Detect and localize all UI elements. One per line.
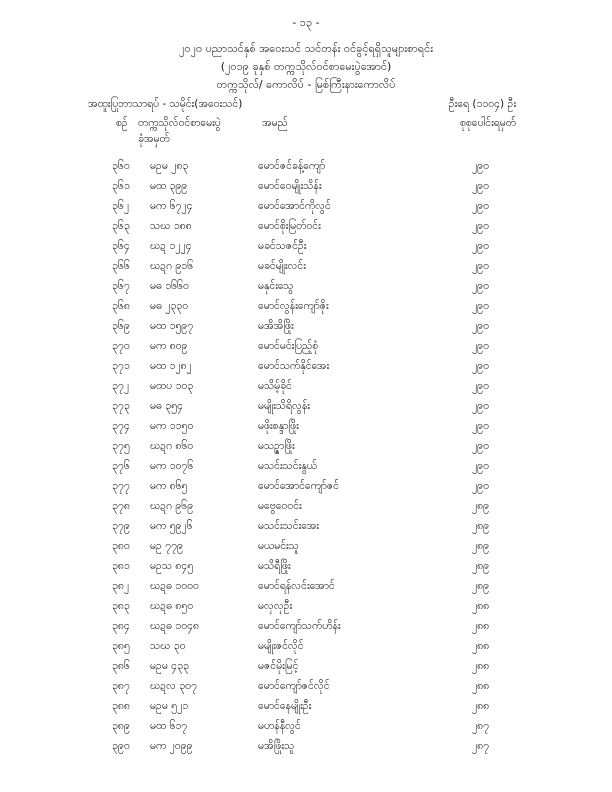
roll-number: ဃဍလ ၃၀၇ bbox=[150, 680, 197, 692]
student-name: မောင်စိုးမြတ်ဝင်း bbox=[258, 220, 321, 232]
table-row bbox=[0, 298, 612, 318]
table-row bbox=[0, 318, 612, 338]
student-name: မဟန်နီလွင် bbox=[258, 720, 301, 732]
student-name: မောင်အောင်ကျော်ဇင် bbox=[258, 480, 339, 492]
document-title: ၂၀၂၀ ပညာသင်နှစ် အဝေးသင် သင်တန်း ဝင်ခွင့်ရရှိသူများစာရင်း bbox=[178, 42, 433, 55]
roll-number: မဥမ ၂၈၃ bbox=[150, 160, 189, 172]
table-row bbox=[0, 218, 612, 238]
row-number: ၃၇၅ bbox=[112, 440, 130, 452]
table-row bbox=[0, 238, 612, 258]
page-number: - ၁၃ - bbox=[292, 16, 320, 29]
total-score: ၂၉၀ bbox=[472, 160, 489, 172]
row-number: ၃၇၄ bbox=[112, 420, 130, 432]
header-number: စဉ် bbox=[116, 117, 128, 129]
roll-number: မထ ၁၅၉၇ bbox=[150, 320, 194, 332]
total-score: ၂၈၈ bbox=[472, 620, 490, 632]
row-number: ၃၇၁ bbox=[112, 360, 130, 372]
student-name: မယမင်းသူ bbox=[258, 540, 299, 552]
total-score: ၂၉၀ bbox=[472, 440, 489, 452]
document-subtitle: (၂၀၁၉ ခုနှစ် တက္ကသိုလ်ဝင်စာမေးပွဲအောင်) bbox=[220, 60, 392, 73]
row-number: ၃၇၂ bbox=[112, 380, 129, 392]
row-number: ၃၉၀ bbox=[112, 740, 130, 752]
row-number: ၃၆၀ bbox=[112, 160, 130, 172]
table-row bbox=[0, 438, 612, 458]
roll-number: မက ၂၀၉၉ bbox=[150, 740, 193, 752]
table-row bbox=[0, 658, 612, 678]
roll-number: မထ ၃၉၉ bbox=[150, 180, 188, 192]
total-score: ၂၉၀ bbox=[472, 240, 489, 252]
total-score: ၂၈၇ bbox=[472, 720, 490, 732]
row-number: ၃၈၁ bbox=[112, 560, 130, 572]
row-number: ၃၈၂ bbox=[112, 580, 130, 592]
roll-number: မဥမ ၄၃၃ bbox=[150, 660, 189, 672]
student-name: မောင်ရန်လင်းအောင် bbox=[258, 580, 335, 592]
student-name: မောင်အောင်ကိုလွင် bbox=[258, 200, 331, 212]
row-number: ၃၈၈ bbox=[112, 700, 130, 712]
roll-number: ဃဍဓ ၁၀၀၀ bbox=[150, 580, 199, 592]
roll-number: မထ ၆၁၇ bbox=[150, 720, 188, 732]
total-score: ၂၉၀ bbox=[472, 360, 489, 372]
table-row bbox=[0, 618, 612, 638]
roll-number: မဥ ၇၇၉ bbox=[150, 540, 183, 552]
roll-number: မထပ ၁၀၃ bbox=[150, 380, 194, 392]
roll-number: ဃဍ ၁၂၂၄ bbox=[150, 240, 192, 252]
table-row bbox=[0, 718, 612, 738]
total-score: ၂၈၉ bbox=[472, 540, 490, 552]
row-number: ၃၈၆ bbox=[112, 660, 130, 672]
row-number: ၃၆၉ bbox=[112, 320, 130, 332]
total-score: ၂၉၀ bbox=[472, 400, 489, 412]
roll-number: ဃဍဂ ၉၁၆ bbox=[150, 260, 194, 272]
total-score: ၂၉၀ bbox=[472, 180, 489, 192]
total-score: ၂၉၀ bbox=[472, 260, 489, 272]
roll-number: မဓ ၁၆၆၀ bbox=[150, 280, 189, 292]
student-name: မအိဖြိုးသူ bbox=[258, 740, 295, 752]
table-row bbox=[0, 638, 612, 658]
total-score: ၂၉၀ bbox=[472, 200, 489, 212]
table-row bbox=[0, 398, 612, 418]
table-row bbox=[0, 458, 612, 478]
student-name: မောင်ဇင်ခန့်ကျော် bbox=[258, 160, 326, 172]
student-name: မသိမ့်ခိုင် bbox=[258, 380, 292, 392]
header-name: အမည် bbox=[262, 117, 288, 129]
row-number: ၃၈၇ bbox=[112, 680, 130, 692]
student-name: မောင်ဝေမျိုးသိန်း bbox=[258, 180, 322, 192]
roll-number: မက ၁၁၅၀ bbox=[150, 420, 194, 432]
roll-number: မထ ၁၂၈၂ bbox=[150, 360, 192, 372]
table-row bbox=[0, 198, 612, 218]
roll-number: မက ၆၇၂၄ bbox=[150, 200, 193, 212]
total-score: ၂၈၈ bbox=[472, 600, 490, 612]
row-number: ၃၈၉ bbox=[112, 720, 130, 732]
table-row bbox=[0, 738, 612, 758]
student-name: မခင်မျိုးလင်း bbox=[258, 260, 306, 272]
table-row bbox=[0, 538, 612, 558]
subject-label: အထူးပြုဘာသာရပ် - သမိုင်း(အဝေးသင်) bbox=[88, 98, 243, 110]
roll-number: ဃဍဂ ၈၆၀ bbox=[150, 440, 194, 452]
row-number: ၃၆၁ bbox=[112, 180, 130, 192]
student-name: မောင်မင်းပြည့်စုံ bbox=[258, 340, 319, 352]
roll-number: မက ၈၀၉ bbox=[150, 340, 188, 352]
student-name: မောင်သက်နိုင်အေး bbox=[258, 360, 330, 372]
roll-number: မဥမ ၅၂၁ bbox=[150, 700, 189, 712]
table-row bbox=[0, 278, 612, 298]
total-score: ၂၉၀ bbox=[472, 280, 489, 292]
table-row bbox=[0, 158, 612, 178]
row-number: ၃၈၅ bbox=[112, 640, 130, 652]
row-number: ၃၆၇ bbox=[112, 280, 130, 292]
roll-number: မက ၅၉၂၆ bbox=[150, 520, 193, 532]
row-number: ၃၇၇ bbox=[112, 480, 130, 492]
roll-number: သဃ ၁၈၈ bbox=[150, 220, 192, 232]
header-roll-number: တက္ကသိုလ်ဝင်စာမေးပွဲ bbox=[138, 117, 221, 129]
results-table bbox=[0, 158, 612, 758]
total-score: ၂၉၀ bbox=[472, 340, 489, 352]
total-score: ၂၈၉ bbox=[472, 520, 490, 532]
student-name: မသင်းသင်းအေး bbox=[258, 520, 319, 532]
total-score: ၂၈၈ bbox=[472, 700, 490, 712]
total-score: ၂၉၀ bbox=[472, 420, 489, 432]
table-row bbox=[0, 258, 612, 278]
row-number: ၃၈၄ bbox=[112, 620, 130, 632]
row-number: ၃၆၄ bbox=[112, 240, 130, 252]
student-name: မောင်ကျော်ဇင်လိုင် bbox=[258, 680, 330, 692]
table-row bbox=[0, 378, 612, 398]
table-row bbox=[0, 578, 612, 598]
student-name: မောင်ကျော်သက်ဟိန်း bbox=[258, 620, 341, 632]
row-number: ၃၆၃ bbox=[112, 220, 130, 232]
table-row bbox=[0, 498, 612, 518]
institution-line: တက္ကသိုလ်/ ကောလိပ် - မြစ်ကြီးနားကောလိပ် bbox=[216, 78, 396, 91]
total-score: ၂၉၀ bbox=[472, 320, 489, 332]
row-number: ၃၇၉ bbox=[112, 520, 130, 532]
roll-number: သဃ ၃၀ bbox=[150, 640, 186, 652]
student-name: မဖိုးစန္ဒာဖြိုး bbox=[258, 420, 299, 432]
row-number: ၃၇၆ bbox=[112, 460, 130, 472]
student-name: မသိရီဖြိုး bbox=[258, 560, 291, 572]
roll-number: ဃဍဂ ၉၆၉ bbox=[150, 500, 194, 512]
total-score: ၂၉၀ bbox=[472, 380, 489, 392]
total-score: ၂၈၈ bbox=[472, 680, 490, 692]
row-number: ၃၈၀ bbox=[112, 540, 130, 552]
student-name: မနှင်းသွေ bbox=[258, 280, 294, 292]
header-total-score: စုစုပေါင်းရမှတ် bbox=[459, 117, 516, 129]
roll-number: မဓ ၃၅၄ bbox=[150, 400, 183, 412]
total-score: ၂၈၉ bbox=[472, 560, 490, 572]
student-name: မောင်လွန်းကျော်ဇိုး bbox=[258, 300, 329, 312]
student-name: မောင်နေမျိုးဦး bbox=[258, 700, 312, 712]
student-name: မသင်းသင်းနွယ် bbox=[258, 460, 317, 472]
table-row bbox=[0, 358, 612, 378]
row-number: ၃၇၀ bbox=[112, 340, 130, 352]
roll-number: မက ၈၆၅ bbox=[150, 480, 188, 492]
table-row bbox=[0, 678, 612, 698]
header-roll-number-line2: ခုံအမှတ် bbox=[138, 133, 170, 145]
total-score: ၂၈၉ bbox=[472, 580, 490, 592]
table-row bbox=[0, 558, 612, 578]
table-row bbox=[0, 698, 612, 718]
total-score: ၂၈၉ bbox=[472, 500, 490, 512]
total-score: ၂၉၀ bbox=[472, 300, 489, 312]
row-number: ၃၆၂ bbox=[112, 200, 129, 212]
table-row bbox=[0, 418, 612, 438]
table-row bbox=[0, 598, 612, 618]
roll-number: ဃဍဓ ၈၅၀ bbox=[150, 600, 194, 612]
roll-number: ဃဍဓ ၁၀၄၈ bbox=[150, 620, 200, 632]
row-number: ၃၈၃ bbox=[112, 600, 130, 612]
student-name: မဇင်မိုးမြင့် bbox=[258, 660, 299, 672]
roll-number: မက ၁၀၇၆ bbox=[150, 460, 194, 472]
table-row bbox=[0, 338, 612, 358]
total-score: ၂၉၀ bbox=[472, 220, 489, 232]
total-score: ၂၈၈ bbox=[472, 640, 490, 652]
student-name: မလှလှဦး bbox=[258, 600, 293, 612]
total-score: ၂၈၇ bbox=[472, 740, 490, 752]
row-number: ၃၇၃ bbox=[112, 400, 130, 412]
student-name: မမျိုးသိရိလွန်း bbox=[258, 400, 310, 412]
table-row bbox=[0, 518, 612, 538]
roll-number: မဓ ၂၃၃၀ bbox=[150, 300, 189, 312]
student-name: မသဥ္ဇာဖြိုး bbox=[258, 440, 295, 452]
student-name: မဗွေဝေဝင်း bbox=[258, 500, 302, 512]
table-row bbox=[0, 178, 612, 198]
row-number: ၃၆၈ bbox=[112, 300, 130, 312]
total-score: ၂၈၈ bbox=[472, 660, 490, 672]
roll-number: မဥသ ၈၄၅ bbox=[150, 560, 194, 572]
row-number: ၃၆၆ bbox=[112, 260, 130, 272]
total-score: ၂၉၀ bbox=[472, 480, 489, 492]
student-name: မအိအိဖြိုး bbox=[258, 320, 294, 332]
total-score: ၂၉၀ bbox=[472, 460, 489, 472]
table-row bbox=[0, 478, 612, 498]
count-label: ဦးရေ (၁၁၀၄) ဦး bbox=[448, 98, 516, 110]
student-name: မခင်သဇင်ဦး bbox=[258, 240, 307, 252]
row-number: ၃၇၈ bbox=[112, 500, 130, 512]
student-name: မမျိုးဇင်လိုင် bbox=[258, 640, 304, 652]
